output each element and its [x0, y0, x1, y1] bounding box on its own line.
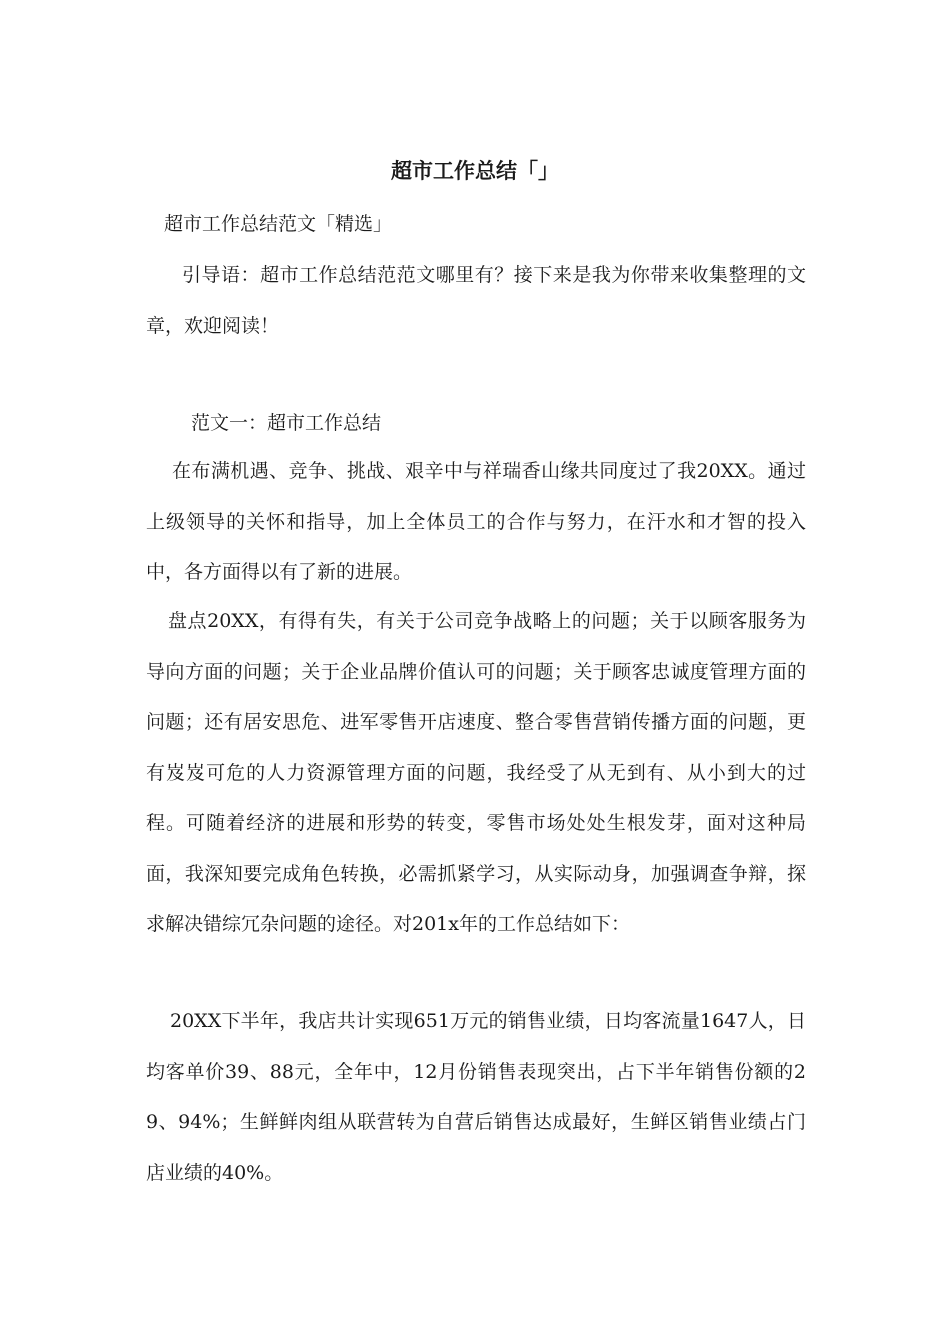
intro-paragraph: 引导语：超市工作总结范范文哪里有？接下来是我为你带来收集整理的文章，欢迎阅读！	[146, 264, 806, 337]
body-paragraph: 20XX下半年，我店共计实现651万元的销售业绩，日均客流量1647人，日均客单价39、88元，全年中，12月份销售表现突出，占下半年销售份额的29、94%；生鲜鲜肉组从联营转为自营后销售达成最好，生鲜区销售业绩占门店业绩的40%。	[146, 1010, 806, 1184]
body-paragraph: 在布满机遇、竞争、挑战、艰辛中与祥瑞香山缘共同度过了我20XX。通过上级领导的关怀和指导，加上全体员工的合作与努力，在汗水和才智的投入中，各方面得以有了新的进展。	[146, 460, 806, 583]
document-subtitle: 超市工作总结范文「精选」	[164, 213, 393, 235]
body-paragraph: 盘点20XX，有得有失，有关于公司竞争战略上的问题；关于以顾客服务为导向方面的问题；关于企业品牌价值认可的问题；关于顾客忠诚度管理方面的问题；还有居安思危、进军零售开店速度、整合零售营销传播方面的问题，更有岌岌可危的人力资源管理方面的问题，我经受了从无到有、从小到大的过程。可随着经济的进展和形势的转变，零售市场处处生根发芽，面对这种局面，我深知要完成角色转换，必需抓紧学习，从实际动身，加强调查争辩，探求解决错综冗杂问题的途径。对201x年的工作总结如下：	[146, 610, 806, 935]
section-title: 范文一：超市工作总结	[191, 412, 382, 434]
document-title: 超市工作总结「」	[391, 158, 559, 183]
